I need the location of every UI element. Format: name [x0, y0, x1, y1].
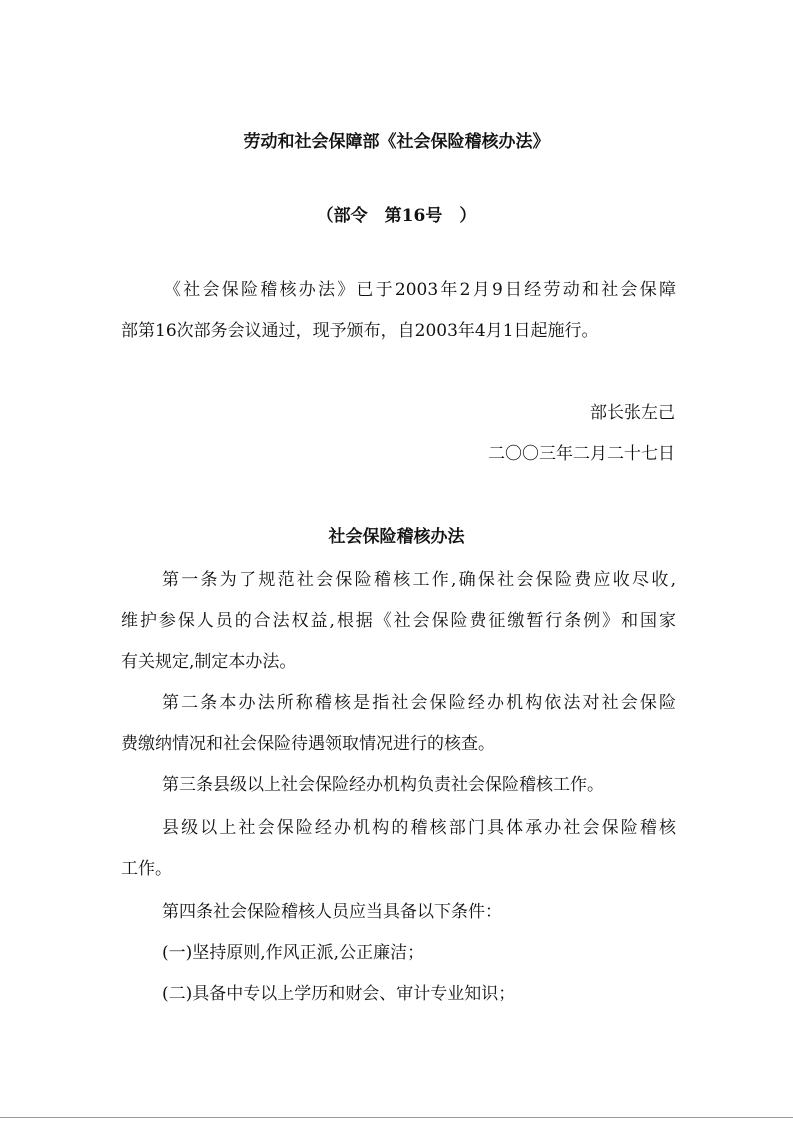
article-2-line-1: 第二条本办法所称稽核是指社会保险经办机构依法对社会保险: [162, 693, 676, 713]
article-3-para-2-line-2: 工作。: [121, 859, 172, 879]
article-4-line-1: 第四条社会保险稽核人员应当具备以下条件：: [162, 902, 502, 922]
article-1-line-3: 有关规定,制定本办法。: [121, 652, 297, 672]
article-1-line-1: 第一条为了规范社会保险稽核工作,确保社会保险费应收尽收,: [162, 570, 676, 590]
page-bottom-rule: [0, 1117, 793, 1118]
signature-date: 二〇〇三年二月二十七日: [488, 444, 675, 464]
article-4-item-2: (二)具备中专以上学历和财会、审计专业知识；: [162, 984, 516, 1004]
article-1-line-2: 维护参保人员的合法权益,根据《社会保险费征缴暂行条例》和国家: [121, 611, 676, 631]
signature-minister: 部长张左己: [590, 403, 675, 423]
order-number: （部令 第16号 ）: [316, 206, 477, 226]
article-3-para-2-line-1: 县级以上社会保险经办机构的稽核部门具体承办社会保险稽核: [162, 818, 676, 838]
notice-line-1: 《社会保险稽核办法》已于2003年2月9日经劳动和社会保障: [164, 280, 676, 300]
article-3-line-1: 第三条县级以上社会保险经办机构负责社会保险稽核工作。: [162, 775, 604, 795]
document-title: 劳动和社会保障部《社会保险稽核办法》: [243, 132, 550, 152]
article-2-line-2: 费缴纳情况和社会保险待遇领取情况进行的核查。: [121, 734, 495, 754]
article-4-item-1: (一)坚持原则,作风正派,公正廉洁；: [162, 943, 425, 963]
section-title: 社会保险稽核办法: [328, 527, 465, 547]
notice-line-2: 部第16次部务会议通过，现予颁布，自2003年4月1日起施行。: [121, 321, 599, 341]
